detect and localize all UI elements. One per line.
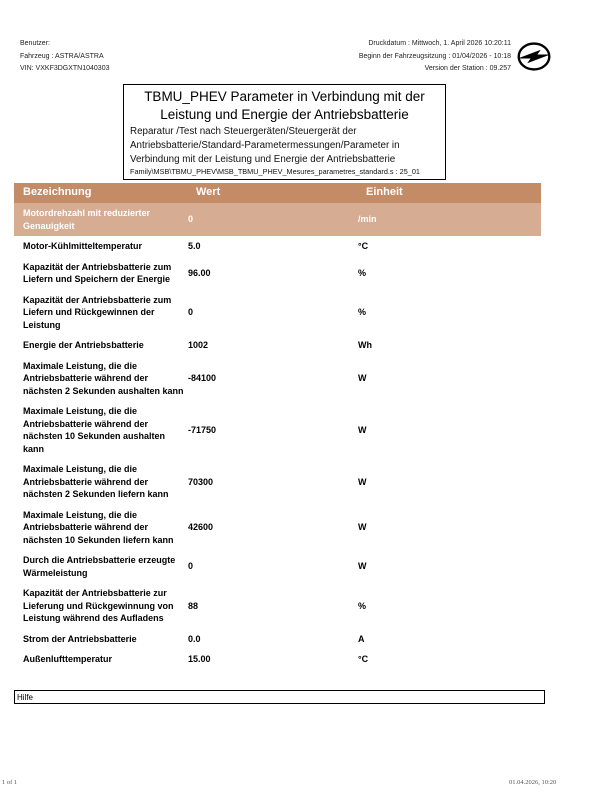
table-row (14, 649, 541, 670)
vin-label: VIN: VXKF3DGXTN1040303 (20, 65, 110, 72)
cell-einheit: Wh (358, 340, 372, 350)
station-version: Version der Station : 09.257 (424, 65, 511, 72)
cell-einheit: W (358, 561, 367, 572)
cell-einheit: % (358, 600, 367, 611)
table-row (14, 203, 541, 236)
cell-wert: 5.0 (188, 241, 201, 251)
table-header-row (14, 183, 541, 203)
cell-einheit: A (358, 633, 365, 644)
cell-einheit: °C (358, 654, 369, 664)
column-header-einheit: Einheit (357, 183, 541, 203)
cell-bezeichnung: Motor-Kühlmitteltemperatur (23, 241, 142, 251)
cell-wert: -71750 (188, 424, 217, 435)
table-row (14, 550, 541, 583)
help-label: Hilfe (17, 693, 34, 702)
help-box (14, 690, 545, 704)
cell-bezeichnung: Motordrehzahl mit reduzierter Genauigkeit (14, 203, 187, 236)
cell-einheit: W (358, 424, 367, 435)
parameter-table (14, 183, 541, 670)
table-row (14, 401, 541, 459)
header-left (20, 38, 110, 76)
cell-einheit: W (358, 522, 367, 532)
table-row (14, 335, 541, 356)
cell-einheit: W (358, 373, 367, 383)
cell-wert: 1002 (188, 340, 209, 350)
cell-bezeichnung: Kapazität der Antriebsbatterie zur Lieferung und Rückgewinnung von Leistung während des Aufladens (23, 588, 174, 623)
cell-einheit: W (358, 476, 367, 487)
print-date: Druckdatum : Mittwoch, 1. April 2026 10:20:11 (368, 40, 511, 47)
cell-bezeichnung: Maximale Leistung, die die Antriebsbatterie während der nächsten 10 Sekunden aushalten kann (23, 406, 166, 454)
session-start: Beginn der Fahrzeugsitzung : 01/04/2026 - 10:18 (358, 52, 511, 60)
cell-wert: 0 (187, 203, 357, 236)
table-row (14, 459, 541, 505)
cell-wert: 0 (188, 561, 194, 572)
cell-bezeichnung: Maximale Leistung, die die Antriebsbatterie während der nächsten 2 Sekunden aushalten kann (23, 360, 184, 396)
cell-bezeichnung: Außenlufttemperatur (23, 654, 113, 664)
report-title: TBMU_PHEV Parameter in Verbindung mit der Leistung und Energie der Antriebsbatterie (144, 89, 425, 122)
family-path: Family\MSB\TBMU_PHEV\MSB_TBMU_PHEV_Mesures_parametres_standard.s : 25_01 (130, 167, 420, 176)
cell-einheit: °C (358, 241, 369, 251)
column-header-bezeichnung: Bezeichnung (14, 183, 187, 203)
cell-wert: 0 (188, 307, 194, 317)
table-row (14, 505, 541, 551)
cell-einheit: /min (357, 203, 541, 236)
cell-wert: 15.00 (188, 654, 211, 664)
table-body (14, 203, 541, 670)
title-box (123, 84, 446, 180)
cell-einheit: % (358, 307, 367, 317)
vehicle-label: Fahrzeug : ASTRA/ASTRA (20, 52, 104, 60)
cell-bezeichnung: Maximale Leistung, die die Antriebsbatterie während der nächsten 2 Sekunden liefern kann (23, 464, 169, 499)
table-row (14, 583, 541, 629)
table-row (14, 236, 541, 257)
page-number: 1 of 1 (2, 779, 18, 786)
header-right (359, 38, 511, 76)
cell-wert: 42600 (188, 522, 214, 532)
user-label: Benutzer: (20, 40, 50, 47)
cell-bezeichnung: Kapazität der Antriebsbatterie zum Liefern und Speichern der Energie (23, 261, 172, 284)
cell-bezeichnung: Durch die Antriebsbatterie erzeugte Wärmeleistung (23, 555, 176, 578)
column-header-wert: Wert (187, 183, 357, 203)
cell-bezeichnung: Strom der Antriebsbatterie (23, 633, 137, 644)
cell-wert: -84100 (188, 373, 217, 383)
cell-bezeichnung: Kapazität der Antriebsbatterie zum Liefern und Rückgewinnen der Leistung (23, 294, 172, 330)
footer-datetime: 01.04.2026, 10:20 (509, 779, 557, 786)
cell-wert: 70300 (188, 476, 214, 487)
cell-bezeichnung: Energie der Antriebsbatterie (23, 340, 144, 350)
table-row (14, 629, 541, 650)
table-row (14, 356, 541, 402)
test-path: Reparatur /Test nach Steuergeräten/Steuergerät der Antriebsbatterie/Standard-Parametermessungen/Parameter in Verbindung mit der Leistung und Energie der Antriebsbatterie (130, 126, 400, 165)
cell-wert: 88 (188, 600, 199, 611)
table-row (14, 257, 541, 290)
cell-einheit: % (358, 267, 367, 278)
cell-bezeichnung: Maximale Leistung, die die Antriebsbatterie während der nächsten 10 Sekunden liefern kann (23, 509, 174, 545)
cell-wert: 0.0 (188, 633, 201, 644)
opel-blitz-logo-icon (517, 42, 551, 71)
cell-wert: 96.00 (188, 267, 211, 278)
table-row (14, 290, 541, 336)
